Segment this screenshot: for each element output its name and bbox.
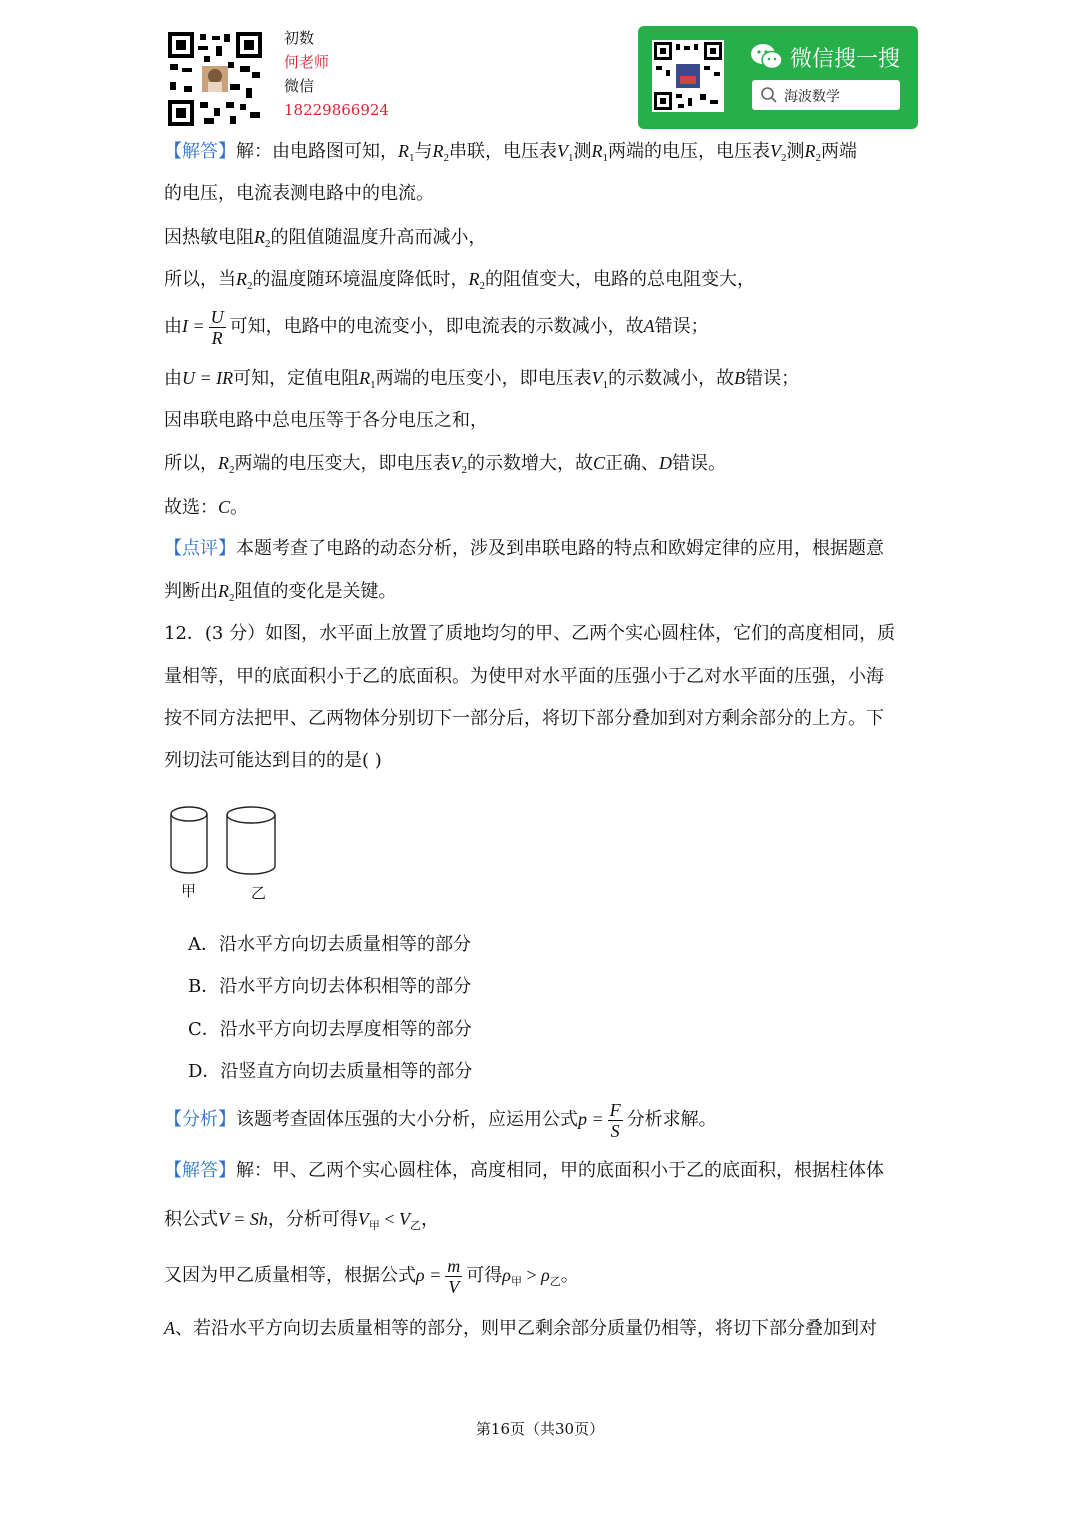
search-icon (760, 86, 778, 108)
cylinders-figure (166, 802, 286, 882)
wechat-search-title: 微信搜一搜 (790, 47, 901, 72)
answer2-line1: 【解答】解：甲、乙两个实心圆柱体，高度相同，甲的底面积小于乙的底面积，根据柱体体 (164, 1160, 884, 1181)
answer2-line4: A、若沿水平方向切去质量相等的部分，则甲乙剩余部分质量仍相等，将切下部分叠加到对 (164, 1318, 877, 1339)
q12-line2: 量相等，甲的底面积小于乙的底面积。为使甲对水平面的压强小于乙对水平面的压强，小海 (164, 666, 884, 687)
answer1-line1: 【解答】解：由电路图可知，$R_1$与$R_2$串联，电压表$V_1$测$R_1$两端的电压，电压表$V_2$测$R_2$两端 (164, 141, 857, 164)
option-b: B．沿水平方向切去体积相等的部分 (188, 976, 472, 997)
answer1-line8: 所以，$R_2$两端的电压变大，即电压表$V_2$的示数增大，故C正确、D错误。 (164, 453, 727, 476)
answer1-line2: 的电压，电流表测电路中的电流。 (164, 183, 434, 204)
option-d: D．沿竖直方向切去质量相等的部分 (188, 1061, 473, 1082)
answer1-line6: 由U = IR可知，定值电阻$R_1$两端的电压变小，即电压表$V_1$的示数减小，故B错误； (164, 368, 800, 391)
header-line-subject: 初数 (284, 29, 315, 47)
answer1-line4: 所以，当$R_2$的温度随环境温度降低时，$R_2$的阻值变大，电路的总电阻变大， (164, 269, 755, 292)
wechat-search-box[interactable] (752, 80, 900, 110)
figure-label-jia: 甲 (181, 882, 197, 900)
wechat-search-text: 海波数学 (784, 89, 840, 105)
answer1-line7: 因串联电路中总电压等于各分电压之和， (164, 410, 488, 431)
analysis-line: 【分析】该题考查固体压强的大小分析，应运用公式p = $\frac{F}{S}$ 分析求解。 (164, 1099, 717, 1141)
qr-code-icon (168, 32, 262, 126)
q12-line3: 按不同方法把甲、乙两物体分别切下一部分后，将切下部分叠加到对方剩余部分的上方。下 (164, 708, 884, 729)
answer1-line5: 由I = $\frac{U}{R}$ 可知，电路中的电流变小，即电流表的示数减小，故A错误； (164, 306, 709, 348)
option-c: C．沿水平方向切去厚度相等的部分 (188, 1019, 472, 1040)
q12-line4: 列切法可能达到目的的是( ) (164, 750, 382, 771)
page-number: 第16页（共30页） (475, 1420, 605, 1438)
header-line-phone: 18229866924 (284, 101, 389, 119)
review-line1: 【点评】本题考查了电路的动态分析，涉及到串联电路的特点和欧姆定律的应用，根据题意 (164, 538, 884, 559)
answer2-line2: 积公式V = Sh，分析可得$V_甲 < V_乙$， (164, 1209, 439, 1232)
wechat-logo-icon (750, 42, 784, 76)
answer1-line3: 因热敏电阻$R_2$的阻值随温度升高而减小， (164, 227, 487, 250)
header-line-wechat: 微信 (284, 77, 315, 95)
review-line2: 判断出$R_2$阻值的变化是关键。 (164, 581, 397, 604)
wechat-search-banner[interactable] (638, 26, 918, 129)
figure-label-yi: 乙 (251, 884, 267, 902)
answer2-line3: 又因为甲乙质量相等，根据公式ρ = $\frac{m}{V}$ 可得$\rho_甲 > \rho_乙$。 (164, 1255, 579, 1297)
option-a: A．沿水平方向切去质量相等的部分 (188, 934, 471, 955)
answer1-line9: 故选：C。 (164, 497, 249, 518)
header-line-teacher: 何老师 (284, 53, 330, 71)
q12-line1: 12．(3 分）如图，水平面上放置了质地均匀的甲、乙两个实心圆柱体，它们的高度相同，质 (164, 623, 896, 644)
wechat-qr-code-icon (652, 40, 724, 112)
